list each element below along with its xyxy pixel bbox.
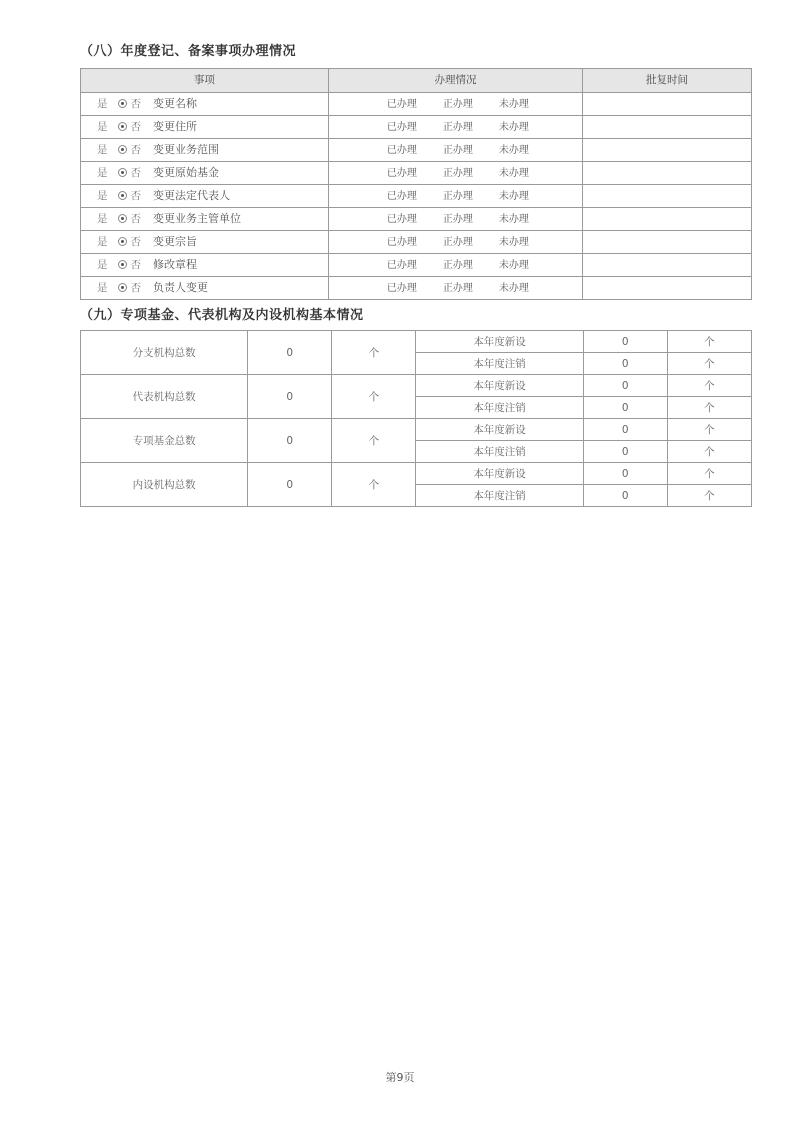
item-label: 变更名称 <box>153 97 197 110</box>
yes-option[interactable]: 是 <box>97 167 108 179</box>
approval-time-cell[interactable] <box>583 185 752 208</box>
status-doing-option[interactable]: 正办理 <box>442 259 473 271</box>
sub-new-label: 本年度新设 <box>416 375 583 397</box>
unit-label: 个 <box>667 331 751 353</box>
status-doing-option[interactable]: 正办理 <box>442 98 473 110</box>
header-status: 办理情况 <box>328 69 582 93</box>
status-cell <box>328 139 582 162</box>
yes-option[interactable]: 是 <box>97 259 108 271</box>
status-not-option[interactable]: 未办理 <box>498 167 529 179</box>
unit-label: 个 <box>667 375 751 397</box>
table-row <box>81 375 752 397</box>
group-name: 内设机构总数 <box>81 463 248 507</box>
sub-new-label: 本年度新设 <box>416 463 583 485</box>
radio-selected-icon[interactable] <box>118 122 127 131</box>
group-name: 分支机构总数 <box>81 331 248 375</box>
table-row <box>81 277 752 300</box>
no-option[interactable]: 否 <box>130 98 141 110</box>
no-option[interactable]: 否 <box>130 213 141 225</box>
radio-selected-icon[interactable] <box>118 214 127 223</box>
sub-cancel-label: 本年度注销 <box>416 441 583 463</box>
sub-new-value: 0 <box>583 463 667 485</box>
status-not-option[interactable]: 未办理 <box>498 98 529 110</box>
no-option[interactable]: 否 <box>130 259 141 271</box>
status-cell <box>328 93 582 116</box>
radio-selected-icon[interactable] <box>118 99 127 108</box>
status-doing-option[interactable]: 正办理 <box>442 236 473 248</box>
table-row <box>81 208 752 231</box>
unit-label: 个 <box>667 419 751 441</box>
yes-option[interactable]: 是 <box>97 121 108 133</box>
radio-selected-icon[interactable] <box>118 260 127 269</box>
status-done-option[interactable]: 已办理 <box>386 259 417 271</box>
status-doing-option[interactable]: 正办理 <box>442 144 473 156</box>
sub-new-value: 0 <box>583 375 667 397</box>
approval-time-cell[interactable] <box>583 254 752 277</box>
header-time: 批复时间 <box>583 69 752 93</box>
radio-selected-icon[interactable] <box>118 191 127 200</box>
status-doing-option[interactable]: 正办理 <box>442 190 473 202</box>
unit-label: 个 <box>667 441 751 463</box>
unit-label: 个 <box>667 353 751 375</box>
item-label: 变更宗旨 <box>153 235 197 248</box>
item-cell <box>81 231 329 254</box>
item-cell <box>81 162 329 185</box>
status-done-option[interactable]: 已办理 <box>386 282 417 294</box>
table-row <box>81 419 752 441</box>
status-not-option[interactable]: 未办理 <box>498 121 529 133</box>
status-done-option[interactable]: 已办理 <box>386 167 417 179</box>
yes-option[interactable]: 是 <box>97 98 108 110</box>
approval-time-cell[interactable] <box>583 231 752 254</box>
status-not-option[interactable]: 未办理 <box>498 282 529 294</box>
unit-label: 个 <box>667 463 751 485</box>
status-doing-option[interactable]: 正办理 <box>442 282 473 294</box>
no-option[interactable]: 否 <box>130 121 141 133</box>
status-cell <box>328 162 582 185</box>
item-label: 变更原始基金 <box>153 166 219 179</box>
status-done-option[interactable]: 已办理 <box>386 190 417 202</box>
registration-items-table <box>80 68 752 300</box>
approval-time-cell[interactable] <box>583 277 752 300</box>
item-label: 修改章程 <box>153 258 197 271</box>
sub-new-value: 0 <box>583 331 667 353</box>
item-cell <box>81 93 329 116</box>
status-done-option[interactable]: 已办理 <box>386 98 417 110</box>
table-row <box>81 254 752 277</box>
sub-cancel-label: 本年度注销 <box>416 397 583 419</box>
radio-selected-icon[interactable] <box>118 237 127 246</box>
table-header-row <box>81 69 752 93</box>
sub-cancel-value: 0 <box>583 397 667 419</box>
status-done-option[interactable]: 已办理 <box>386 144 417 156</box>
item-cell <box>81 185 329 208</box>
page-number: 第9页 <box>385 1071 415 1084</box>
status-done-option[interactable]: 已办理 <box>386 213 417 225</box>
sub-cancel-value: 0 <box>583 485 667 507</box>
status-doing-option[interactable]: 正办理 <box>442 121 473 133</box>
item-label: 变更住所 <box>153 120 197 133</box>
yes-option[interactable]: 是 <box>97 282 108 294</box>
yes-option[interactable]: 是 <box>97 236 108 248</box>
status-cell <box>328 231 582 254</box>
no-option[interactable]: 否 <box>130 167 141 179</box>
sub-cancel-value: 0 <box>583 441 667 463</box>
table-row <box>81 463 752 485</box>
unit-label: 个 <box>667 485 751 507</box>
unit-label: 个 <box>332 463 416 507</box>
group-total: 0 <box>248 463 332 507</box>
group-total: 0 <box>248 375 332 419</box>
approval-time-cell[interactable] <box>583 93 752 116</box>
approval-time-cell[interactable] <box>583 208 752 231</box>
item-label: 变更法定代表人 <box>153 189 230 202</box>
no-option[interactable]: 否 <box>130 282 141 294</box>
header-item: 事项 <box>81 69 329 93</box>
radio-selected-icon[interactable] <box>118 283 127 292</box>
table-row <box>81 231 752 254</box>
radio-selected-icon[interactable] <box>118 168 127 177</box>
status-doing-option[interactable]: 正办理 <box>442 213 473 225</box>
group-name: 代表机构总数 <box>81 375 248 419</box>
table-row <box>81 116 752 139</box>
sub-new-label: 本年度新设 <box>416 419 583 441</box>
status-cell <box>328 208 582 231</box>
status-not-option[interactable]: 未办理 <box>498 144 529 156</box>
no-option[interactable]: 否 <box>130 190 141 202</box>
status-doing-option[interactable]: 正办理 <box>442 167 473 179</box>
table-row <box>81 185 752 208</box>
status-cell <box>328 185 582 208</box>
item-label: 负责人变更 <box>153 281 208 294</box>
status-done-option[interactable]: 已办理 <box>386 236 417 248</box>
sub-cancel-label: 本年度注销 <box>416 353 583 375</box>
status-not-option[interactable]: 未办理 <box>498 259 529 271</box>
table-row <box>81 162 752 185</box>
unit-label: 个 <box>667 397 751 419</box>
item-label: 变更业务范围 <box>153 143 219 156</box>
item-cell <box>81 116 329 139</box>
sub-cancel-label: 本年度注销 <box>416 485 583 507</box>
item-cell <box>81 254 329 277</box>
yes-option[interactable]: 是 <box>97 144 108 156</box>
status-done-option[interactable]: 已办理 <box>386 121 417 133</box>
sub-cancel-value: 0 <box>583 353 667 375</box>
status-not-option[interactable]: 未办理 <box>498 190 529 202</box>
unit-label: 个 <box>332 375 416 419</box>
no-option[interactable]: 否 <box>130 144 141 156</box>
item-cell <box>81 277 329 300</box>
sub-new-label: 本年度新设 <box>416 331 583 353</box>
approval-time-cell[interactable] <box>583 139 752 162</box>
status-cell <box>328 277 582 300</box>
radio-selected-icon[interactable] <box>118 145 127 154</box>
group-name: 专项基金总数 <box>81 419 248 463</box>
table-row <box>81 331 752 353</box>
status-cell <box>328 254 582 277</box>
section-8-title: （八）年度登记、备案事项办理情况 <box>80 44 297 59</box>
item-cell <box>81 208 329 231</box>
item-cell <box>81 139 329 162</box>
unit-label: 个 <box>332 419 416 463</box>
status-not-option[interactable]: 未办理 <box>498 213 529 225</box>
unit-label: 个 <box>332 331 416 375</box>
yes-option[interactable]: 是 <box>97 190 108 202</box>
yes-option[interactable]: 是 <box>97 213 108 225</box>
item-label: 变更业务主管单位 <box>153 212 241 225</box>
group-total: 0 <box>248 419 332 463</box>
status-not-option[interactable]: 未办理 <box>498 236 529 248</box>
no-option[interactable]: 否 <box>130 236 141 248</box>
section-9-title: （九）专项基金、代表机构及内设机构基本情况 <box>80 308 364 323</box>
sub-new-value: 0 <box>583 419 667 441</box>
institutions-table <box>80 330 752 507</box>
table-row <box>81 93 752 116</box>
table-row <box>81 139 752 162</box>
approval-time-cell[interactable] <box>583 116 752 139</box>
status-cell <box>328 116 582 139</box>
approval-time-cell[interactable] <box>583 162 752 185</box>
group-total: 0 <box>248 331 332 375</box>
